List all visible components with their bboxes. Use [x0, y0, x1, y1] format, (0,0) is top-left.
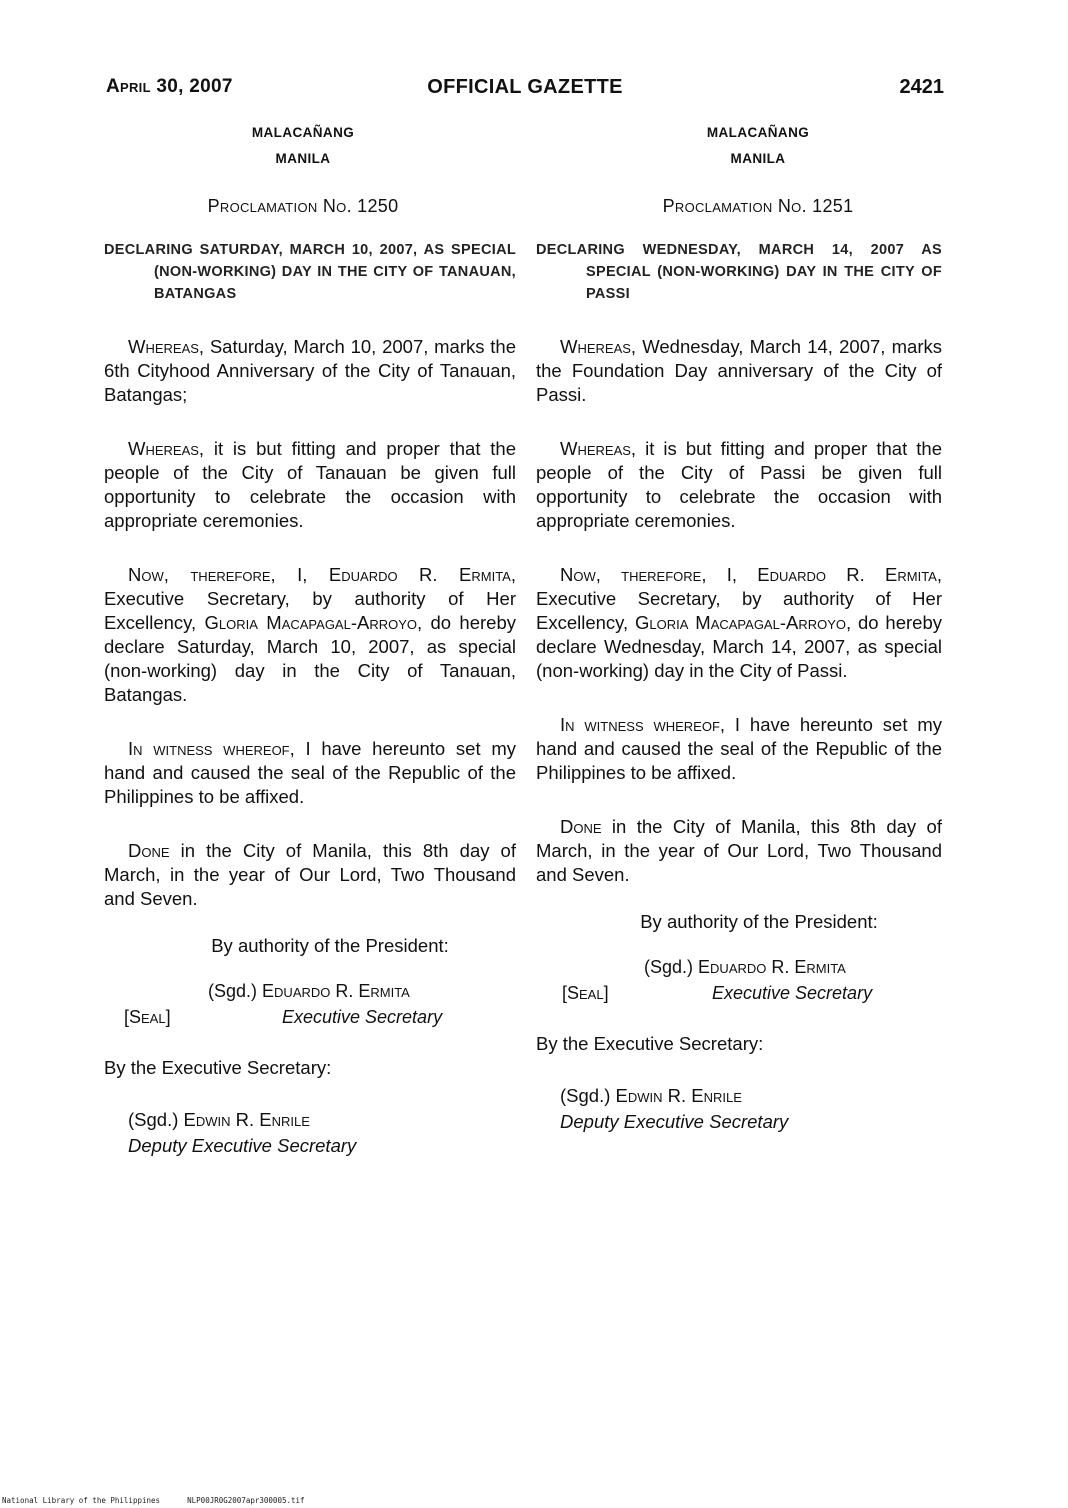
issue-date: April 30, 2007	[106, 76, 233, 97]
clause-lead: Done	[560, 816, 602, 837]
whereas-clause-2	[104, 437, 516, 533]
scan-footer	[2, 1496, 305, 1505]
president-name: Gloria Macapagal-Arroyo,	[635, 612, 852, 633]
clause-text: I have hereunto set my hand and caused the seal of the Republic of the Philippines to be affixed.	[536, 714, 942, 783]
clause-text-2: do hereby declare Saturday, March 10, 2007, as special (non-working) day in the City of Tanauan, Batangas.	[104, 612, 516, 705]
deputy-signature	[128, 1107, 516, 1159]
signatory-name: Eduardo R. Ermita	[262, 981, 410, 1001]
seal-mark: [Seal]	[562, 983, 609, 1003]
clause-lead: Now, therefore, I, Eduardo R. Ermita,	[560, 564, 942, 585]
whereas-clause-1	[536, 335, 942, 407]
whereas-clause-2	[536, 437, 942, 533]
signed-prefix: (Sgd.)	[560, 1085, 616, 1106]
scan-filename: NLP00JR0G2007apr300005.tif	[187, 1496, 305, 1505]
done-clause	[104, 839, 516, 911]
witness-clause	[536, 713, 942, 785]
clause-text: Saturday, March 10, 2007, marks the 6th Cityhood Anniversary of the City of Tanauan, Batangas;	[104, 336, 516, 405]
signatory	[208, 981, 410, 1002]
whereas-clause-1	[104, 335, 516, 407]
by-executive-line: By the Executive Secretary:	[104, 1057, 332, 1078]
clause-text: Executive Secretary, by authority of Her Excellency,	[104, 588, 516, 633]
president-name: Gloria Macapagal-Arroyo,	[204, 612, 423, 633]
declaration-clause	[536, 563, 942, 683]
clause-text: I have hereunto set my hand and caused the seal of the Republic of the Philippines to be affixed.	[104, 738, 516, 807]
clause-text: Wednesday, March 14, 2007, marks the Foundation Day anniversary of the City of Passi.	[536, 336, 942, 405]
signed-prefix: (Sgd.)	[644, 957, 699, 977]
clause-lead: Now, therefore, I, Eduardo R. Ermita,	[128, 564, 516, 585]
clause-text: in the City of Manila, this 8th day of March, in the year of Our Lord, Two Thousand and Seven.	[104, 840, 516, 909]
deputy-name: Edwin R. Enrile	[183, 1109, 310, 1130]
signed-prefix: (Sgd.)	[208, 981, 263, 1001]
deputy-role: Deputy Executive Secretary	[128, 1135, 357, 1156]
signature-block	[104, 981, 516, 1035]
proclamation-number: Proclamation No. 1250	[207, 196, 399, 216]
deputy-role: Deputy Executive Secretary	[560, 1111, 789, 1132]
clause-lead: Whereas,	[560, 336, 637, 357]
page-number: 2421	[899, 76, 944, 98]
clause-lead: Done	[128, 840, 170, 861]
issuing-palace: MALACAÑANG	[706, 125, 810, 140]
proclamation-subject: DECLARING SATURDAY, MARCH 10, 2007, AS SPECIAL (NON-WORKING) DAY IN THE CITY OF TANAUAN, BATANGAS	[104, 242, 516, 302]
proclamation-subject: DECLARING WEDNESDAY, MARCH 14, 2007 AS SPECIAL (NON-WORKING) DAY IN THE CITY OF PASSI	[536, 242, 942, 302]
clause-text: Executive Secretary, by authority of Her Excellency,	[536, 588, 942, 633]
by-authority-line: By authority of the President:	[640, 911, 878, 932]
issuing-city: MANILA	[730, 151, 786, 166]
proclamation-1250	[104, 120, 516, 1159]
signed-prefix: (Sgd.)	[128, 1109, 184, 1130]
clause-text-2: do hereby declare Wednesday, March 14, 2007, as special (non-working) day in the City of Passi.	[536, 612, 942, 681]
clause-text: it is but fitting and proper that the people of the City of Tanauan be given full opportunity to celebrate the occasion with appropriate ceremonies.	[104, 438, 516, 531]
publication-title: OFFICIAL GAZETTE	[427, 76, 623, 98]
proclamation-number: Proclamation No. 1251	[662, 196, 854, 216]
clause-text: in the City of Manila, this 8th day of March, in the year of Our Lord, Two Thousand and Seven.	[536, 816, 942, 885]
signatory-role: Executive Secretary	[712, 983, 873, 1003]
signatory-name: Eduardo R. Ermita	[698, 957, 846, 977]
clause-lead: In witness whereof,	[128, 738, 295, 759]
page-header	[106, 76, 944, 106]
seal-mark: [Seal]	[124, 1007, 171, 1027]
witness-clause	[104, 737, 516, 809]
clause-lead: Whereas,	[128, 438, 205, 459]
signature-block	[536, 957, 942, 1011]
deputy-name: Edwin R. Enrile	[615, 1085, 742, 1106]
issuing-city: MANILA	[275, 151, 331, 166]
clause-lead: In witness whereof,	[560, 714, 726, 735]
issuing-palace: MALACAÑANG	[251, 125, 355, 140]
signatory	[644, 957, 846, 978]
library-name: National Library of the Philippines	[2, 1496, 161, 1505]
deputy-signature	[560, 1083, 942, 1135]
clause-text: it is but fitting and proper that the people of the City of Passi be given full opportunity to celebrate the occasion with appropriate ceremonies.	[536, 438, 942, 531]
proclamation-1251	[536, 120, 942, 1135]
clause-lead: Whereas,	[560, 438, 637, 459]
signatory-role: Executive Secretary	[282, 1007, 443, 1027]
by-authority-line: By authority of the President:	[211, 935, 449, 956]
clause-lead: Whereas,	[128, 336, 205, 357]
done-clause	[536, 815, 942, 887]
by-executive-line: By the Executive Secretary:	[536, 1033, 764, 1054]
declaration-clause	[104, 563, 516, 707]
